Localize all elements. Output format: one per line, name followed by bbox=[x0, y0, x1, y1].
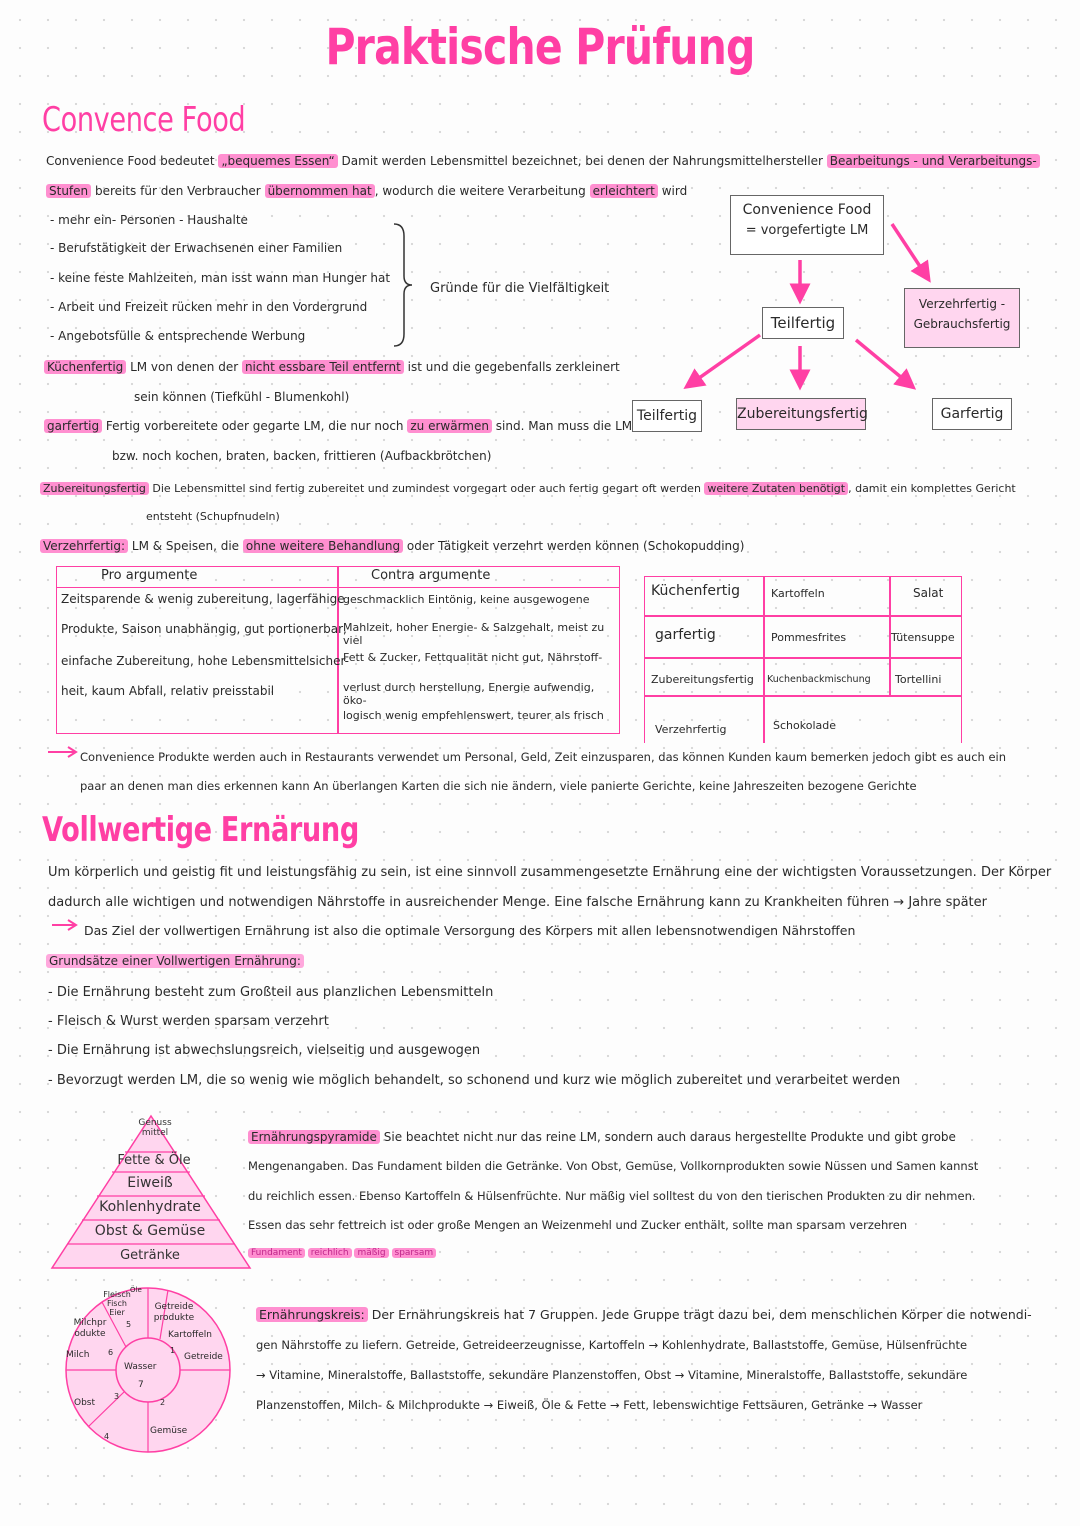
pro-line: einfache Zubereitung, hohe Lebensmittelsicher- bbox=[61, 654, 349, 668]
intro-highlight-uebernommen: übernommen hat bbox=[265, 184, 375, 198]
restaurant-note-line-1: Convenience Produkte werden auch in Restaurants verwendet um Personal, Geld, Zeit einzusparen, das können Kunden kaum bemerken jedoch gibt es auch ein bbox=[80, 750, 1007, 764]
pyramid-text-line-4: Essen das sehr fettreich ist oder große Mengen an Weizenmehl und Zucker enthält, sollte man sparsam verzehren bbox=[248, 1218, 908, 1232]
arrow-icon bbox=[692, 335, 760, 383]
principles-heading-text: Grundsätze einer Vollwertigen Ernährung: bbox=[46, 954, 304, 968]
flow-box-garfertig: Garfertig bbox=[932, 398, 1012, 430]
pro-contra-table bbox=[56, 566, 620, 734]
table-divider bbox=[763, 577, 765, 743]
circle-label-obst: Obst bbox=[74, 1398, 96, 1408]
circle-number: 5 bbox=[126, 1320, 132, 1329]
contra-line: geschmacklich Eintönig, keine ausgewogene bbox=[343, 593, 590, 606]
contra-line: Mahlzeit, hoher Energie- & Salzgehalt, meist zu viel bbox=[343, 621, 605, 647]
circle-heading: Ernährungskreis: bbox=[256, 1307, 368, 1322]
pro-line: Produkte, Saison unabhängig, gut portionerbar, bbox=[61, 622, 347, 636]
pyramid-level-fette-oele: Fette & Öle bbox=[117, 1153, 191, 1168]
kuechenfertig-text-a: LM von denen der bbox=[126, 360, 242, 374]
brace-icon bbox=[392, 222, 416, 348]
pyramid-level-genussmittel: Genuss mittel bbox=[138, 1118, 172, 1138]
circle-text-1: Der Ernährungskreis hat 7 Gruppen. Jede Gruppe trägt dazu bei, dem menschlichen Körper die notwendi- bbox=[371, 1307, 1032, 1322]
pro-header: Pro argumente bbox=[101, 568, 198, 583]
term-verzehrfertig: Verzehrfertig: bbox=[40, 539, 128, 553]
example-cell: Pommesfrites bbox=[771, 631, 847, 644]
circle-number: 6 bbox=[108, 1348, 114, 1357]
circle-number: 7 bbox=[138, 1380, 144, 1390]
examples-table bbox=[644, 576, 962, 743]
arrow-icon bbox=[892, 224, 925, 274]
circle-label-wasser: Wasser bbox=[124, 1362, 157, 1372]
circle-number: 3 bbox=[114, 1392, 120, 1401]
pro-line: Zeitsparende & wenig zubereitung, lagerfähige bbox=[61, 592, 345, 606]
contra-line: verlust durch herstellung, Energie aufwendig, öko- bbox=[343, 681, 595, 707]
def-verzehrfertig bbox=[40, 539, 744, 553]
kuechenfertig-line-2: sein können (Tiefkühl - Blumenkohl) bbox=[134, 390, 350, 404]
pyramid-text-line-3: du reichlich essen. Ebenso Kartoffeln & Hülsenfrüchte. Nur mäßig viel solltest du von den tierischen Produkten zu dir nehmen. bbox=[248, 1189, 976, 1203]
example-cell: Tortellini bbox=[895, 673, 942, 686]
intro-highlight-bequemes-essen: „bequemes Essen“ bbox=[218, 154, 337, 168]
principle-item: - Fleisch & Wurst werden sparsam verzehrt bbox=[48, 1014, 329, 1029]
flow-box-convenience-line-2: = vorgefertigte LM bbox=[745, 223, 869, 238]
example-cell: garfertig bbox=[655, 627, 716, 643]
verzehrfertig-text-b: oder Tätigkeit verzehrt werden können (Schokopudding) bbox=[403, 539, 745, 553]
reason-item: - keine feste Mahlzeiten, man isst wann man Hunger hat bbox=[50, 271, 391, 285]
zubereitungsfertig-text-a: Die Lebensmittel sind fertig zubereitet und zumindest vorgegart oder auch fertig gegart oft werden bbox=[148, 482, 705, 495]
circle-number: 4 bbox=[104, 1432, 110, 1441]
flow-box-convenience-line-1: Convenience Food bbox=[742, 202, 872, 218]
example-cell: Schokolade bbox=[773, 719, 836, 732]
flow-box-verzehrfertig-line-2: Gebrauchsfertig bbox=[913, 317, 1011, 331]
example-cell: Kuchenbackmischung bbox=[767, 674, 871, 685]
example-cell: Kartoffeln bbox=[771, 587, 825, 600]
circle-text-line-4: Planzenstoffen, Milch- & Milchprodukte → Eiweiß, Öle & Fette → Fett, lebenswichtige Fettsäuren, Getränke → Wasser bbox=[256, 1398, 923, 1412]
example-cell: Salat bbox=[913, 586, 944, 600]
zubereitungsfertig-highlight: weitere Zutaten benötigt bbox=[704, 482, 848, 495]
pyramid-level-obst-gemuese: Obst & Gemüse bbox=[94, 1223, 206, 1239]
verzehrfertig-text-a: LM & Speisen, die bbox=[128, 539, 243, 553]
intro-text-1b: Damit werden Lebensmittel bezeichnet, bei denen der Nahrungsmittelhersteller bbox=[337, 154, 827, 168]
example-cell: Küchenfertig bbox=[651, 583, 740, 599]
garfertig-text-a: Fertig vorbereitete oder gegarte LM, die nur noch bbox=[102, 419, 408, 433]
circle-label-milch: Milch bbox=[66, 1350, 90, 1360]
reason-item: - Arbeit und Freizeit rücken mehr in den Vordergrund bbox=[50, 300, 368, 314]
flow-box-verzehrfertig-line-1: Verzehrfertig - bbox=[918, 297, 1006, 311]
verzehrfertig-highlight: ohne weitere Behandlung bbox=[243, 539, 403, 553]
kuechenfertig-highlight: nicht essbare Teil entfernt bbox=[242, 360, 404, 374]
intro-highlight-erleichtert: erleichtert bbox=[590, 184, 658, 198]
reason-item: - Berufstätigkeit der Erwachsenen einer Familien bbox=[50, 241, 343, 255]
pyramid-level-kohlenhydrate: Kohlenhydrate bbox=[99, 1199, 201, 1215]
circle-label-fleisch: Fleisch Fisch Eier bbox=[103, 1290, 131, 1317]
term-zubereitungsfertig: Zubereitungsfertig bbox=[40, 482, 149, 495]
circle-number: 1 bbox=[170, 1346, 176, 1355]
intro-text-2b: , wodurch die weitere Verarbeitung bbox=[374, 184, 590, 198]
term-garfertig: garfertig bbox=[44, 419, 102, 433]
highlight-massig: mäßig bbox=[354, 1248, 388, 1258]
pyramid-highlighted-terms bbox=[248, 1246, 436, 1260]
pyramid-level-eiweiss: Eiweiß bbox=[127, 1175, 173, 1191]
section-heading-convenience-food: Convence Food bbox=[42, 100, 246, 140]
principles-heading bbox=[46, 954, 304, 968]
highlight-fundament: Fundament bbox=[248, 1248, 305, 1258]
circle-label-getreideprodukte: Getreide produkte bbox=[153, 1302, 195, 1323]
contra-line: logisch wenig empfehlenswert, teurer als frisch bbox=[343, 709, 604, 722]
circle-text-line-2: gen Nährstoffe zu liefern. Getreide, Getreideerzeugnisse, Kartoffeln → Kohlenhydrate, Ballaststoffe, Gemüse, Hülsenfrüchte bbox=[256, 1338, 968, 1352]
circle-text-line-1 bbox=[256, 1308, 1032, 1322]
pyramid-text-line-1 bbox=[248, 1130, 956, 1144]
kuechenfertig-text-b: ist und die gegebenfalls zerkleinert bbox=[403, 360, 620, 374]
example-cell: Verzehrfertig bbox=[655, 723, 727, 736]
intro-highlight-stufen: Stufen bbox=[46, 184, 91, 198]
intro-text-2a: bereits für den Verbraucher bbox=[91, 184, 265, 198]
example-cell: Tütensuppe bbox=[891, 631, 955, 644]
highlight-sparsam: sparsam bbox=[392, 1248, 437, 1258]
circle-label-oele: Öle bbox=[130, 1286, 142, 1294]
circle-label-getreide: Getreide bbox=[184, 1352, 223, 1362]
principle-item: - Die Ernährung ist abwechslungsreich, vielseitig und ausgewogen bbox=[48, 1043, 481, 1058]
contra-header: Contra argumente bbox=[371, 568, 491, 583]
table-row-divider bbox=[645, 657, 961, 659]
section-heading-vollwertige-ernaehrung: Vollwertige Ernärung bbox=[42, 810, 359, 850]
table-row-divider bbox=[645, 695, 961, 697]
term-kuechenfertig: Küchenfertig bbox=[44, 360, 126, 374]
table-row-divider bbox=[645, 615, 961, 617]
arrow-right-icon bbox=[46, 744, 80, 760]
zubereitungsfertig-text-b: , damit ein komplettes Gericht bbox=[848, 482, 1016, 495]
intro-text-1a: Convenience Food bedeutet bbox=[46, 154, 219, 168]
arrow-icon bbox=[856, 340, 908, 383]
intro-highlight-bearbeitungs: Bearbeitungs - und Verarbeitungs- bbox=[827, 154, 1040, 168]
restaurant-note-line-2: paar an denen man dies erkennen kann An überlangen Karten die sich nie ändern, viele panierte Gerichte, keine Jahreszeiten bezogene Gerichte bbox=[80, 779, 917, 793]
circle-label-milchprodukte: Milchpr odukte bbox=[73, 1318, 107, 1339]
principle-item: - Die Ernährung besteht zum Großteil aus planzlichen Lebensmitteln bbox=[48, 985, 494, 1000]
pyramid-level-getraenke: Getränke bbox=[120, 1248, 180, 1263]
pro-line: heit, kaum Abfall, relativ preisstabil bbox=[61, 684, 275, 698]
def-zubereitungsfertig bbox=[40, 482, 1016, 496]
vollwertig-intro-line-2: dadurch alle wichtigen und notwendigen Nährstoffe in ausreichender Menge. Eine falsche Ernährung kann zu Krankheiten führen → Jahre später bbox=[48, 895, 987, 910]
garfertig-highlight: zu erwärmen bbox=[407, 419, 492, 433]
pyramid-heading: Ernährungspyramide bbox=[248, 1130, 380, 1144]
table-header-divider bbox=[57, 587, 619, 588]
flow-arrows bbox=[620, 190, 1040, 400]
arrow-right-icon bbox=[50, 918, 80, 932]
convenience-intro-line-1 bbox=[46, 154, 1040, 168]
reasons-label: Gründe für die Vielfältigkeit bbox=[430, 281, 610, 296]
page-title: Praktische Prüfung bbox=[325, 18, 755, 76]
flow-box-teilfertig: Teilfertig bbox=[632, 400, 702, 432]
example-cell: Zubereitungsfertig bbox=[651, 673, 754, 686]
circle-number: 2 bbox=[160, 1398, 166, 1407]
reason-item: - mehr ein- Personen - Haushalte bbox=[50, 213, 248, 227]
pyramid-text-line-2: Mengenangaben. Das Fundament bilden die Getränke. Von Obst, Gemüse, Vollkornprodukten sowie Nüssen und Samen kannst bbox=[248, 1159, 979, 1173]
convenience-intro-line-2 bbox=[46, 184, 687, 198]
highlight-reichlich: reichlich bbox=[308, 1248, 352, 1258]
garfertig-line-2: bzw. noch kochen, braten, backen, frittieren (Aufbackbrötchen) bbox=[112, 449, 492, 463]
vollwertig-intro-line-1: Um körperlich und geistig fit und leistungsfähig zu sein, ist eine sinnvoll zusammengesetzte Ernährung eine der wichtigsten Voraussetzungen. Der Körper bbox=[48, 865, 1052, 880]
def-kuechenfertig bbox=[44, 360, 620, 374]
flow-box-zubereitungsfertig: Zubereitungsfertig bbox=[736, 398, 866, 430]
reason-item: - Angebotsfülle & entsprechende Werbung bbox=[50, 329, 306, 343]
principle-item: - Bevorzugt werden LM, die so wenig wie möglich behandelt, so schonend und kurz wie möglich zubereitet und verarbeitet werden bbox=[48, 1073, 901, 1088]
circle-label-kartoffeln: Kartoffeln bbox=[168, 1330, 212, 1340]
circle-text-line-3: → Vitamine, Mineralstoffe, Ballaststoffe, sekundäre Planzenstoffen, Obst → Vitamine, Mineralstoffe, Ballaststoffe, sekundäre bbox=[256, 1368, 968, 1382]
zubereitungsfertig-line-2: entsteht (Schupfnudeln) bbox=[146, 510, 280, 523]
intro-text-2c: wird bbox=[657, 184, 688, 198]
circle-label-gemuese: Gemüse bbox=[150, 1426, 188, 1436]
pyramid-text-1: Sie beachtet nicht nur das reine LM, sondern auch daraus hergestellte Produkte und gibt grobe bbox=[383, 1130, 956, 1144]
contra-line: Fett & Zucker, Fettqualität nicht gut, Nährstoff- bbox=[343, 651, 603, 664]
flow-box-teilfertig-main: Teilfertig bbox=[762, 307, 844, 339]
def-garfertig bbox=[44, 419, 632, 433]
garfertig-text-b: sind. Man muss die LM bbox=[491, 419, 633, 433]
vollwertig-intro-line-3: Das Ziel der vollwertigen Ernährung ist also die optimale Versorgung des Körpers mit allen lebensnotwendigen Nährstoffen bbox=[84, 923, 856, 938]
